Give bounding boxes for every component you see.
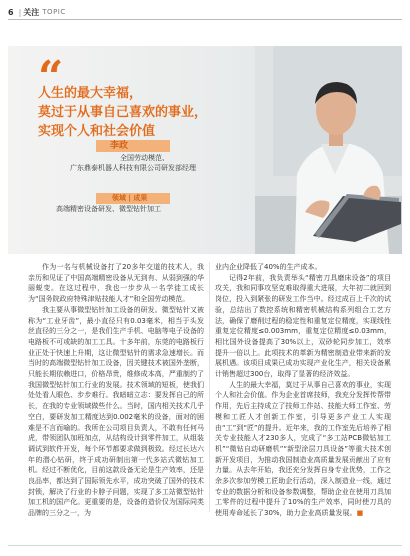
page-number: 6 xyxy=(8,7,14,17)
field-label: 领域 | 成果 xyxy=(112,194,148,202)
headline-line-2: 莫过于从事自己喜欢的事业， xyxy=(38,105,208,120)
section-title-en: TOPIC xyxy=(42,8,66,16)
paragraph: 业内企业降低了40%的生产成本。 xyxy=(215,263,322,271)
paragraph: 作为一名与机械设备打了20多年交道的技术人，我亲历和见证了中国高端精密设备从无到有、从弱到强的华丽蜕变。在这过程中，我也一步步从一名学徒工成长为“国务院政府特殊津贴技能人才”和全国劳动模范。 xyxy=(28,263,204,304)
end-mark: ■ xyxy=(356,509,364,518)
paragraph: 我主要从事微型钻针加工设备的研发。微型钻针又被称为“工业牙齿”，最小直径只有0.03毫米，相当于头发丝直径的三分之一，是我们生产手机、电脑等电子设备的电路板不可或缺的加工工具。十多年前，东莞的电路板行业正处于快速上升期，这让微型钻针的需求急速增长。而当时的高端微型钻针加工设备，因关键技术被国外垄断，只能长期依赖进口，价格昂贵，维修成本高，严重制约了我国微型钻针加工行业的发展。技术领域的短板，使我们处处看人眼色、步步难行。我暗暗立志：要发挥自己的所长，在我的专业领域做些什么。当时，国内相关技术几乎空白，要研发加工精度达到0.002毫米的设备，面对的困难是不言而喻的。我所在公司项目负责人，不敢有任何马虎，带领团队加班加点，从结构设计到零件加工，从组装调试到软件开发，每个环节都要求做到极致。经过长达六年的潜心钻研，终于成功研制出第一代多站式微钻加工机。经过不断优化，目前这款设备无论是生产效率，还是良品率，都达到了国际领先水平，成功突破了国外的技术封锁，解决了行业的卡脖子问题，实现了多工站微型钻针加工机的国产化。更重要的是，设备的造价仅为国际同类品牌的三分之一，为 xyxy=(28,305,204,518)
footer-rule xyxy=(8,545,402,546)
paragraph: 记得2年前，我负责举头“精密刀具磨床设备”的项目攻关，我和同事攻坚克难取得重大进展，大年初二就回到岗位，投入到紧张的研发工作当中。经过成百上千次的试验，总结出了数控系统和精密机械结构系列组合工艺方法，确保了磨削过程的稳定性和重复定位精度，实现线性重复定位精度≤0.003mm，重复定位精度≤0.03mm，相比国外设备提高了30%以上，双砂轮同步加工，效率提升一倍以上。此项技术的革新为精密制造业带来新的发展机遇。该项目成果已成功实现产业化生产，相关设备累计销售超过300台，取得了显著的经济效益。 xyxy=(215,273,391,379)
article-column-right xyxy=(215,262,391,519)
field-text: 高端精密设备研发、微型钻针加工 xyxy=(56,205,161,213)
name-highlight xyxy=(96,140,170,152)
section-title: 关注 xyxy=(23,7,40,17)
paragraph xyxy=(215,380,391,519)
page-header xyxy=(8,6,66,18)
article-column-left xyxy=(28,262,204,519)
header-rule xyxy=(8,19,402,20)
header-divider: | xyxy=(18,7,22,17)
paragraph-text: 人生的最大幸福，莫过于从事自己喜欢的事业，实现个人和社会价值。作为企业首席技师，我充分发挥传帮带作用，先后主持成立了技师工作站、技能大师工作室、劳模和工匠人才创新工作室，引导更多产业工人实现由“工”到“匠”的提升。近年来，我的工作室先后培养了相关专业技能人才230多人，完成了“多工站PCB微钻加工机”“微钻自动研磨机”“新型涂层刀具设备”等重大技术创新开发项目，为推动我国制造业高质量发展贡献出了应有力量。从去年开始，我还充分发挥自身专业优势，工作之余多次参加劳模工匠助企行活动，深入制造业一线，通过专业的数据分析和设备参数调整，帮助企业在使用刀具加工零件的过程中提升了10%的生产效率，同时使刀具的使用寿命延长了30%，助力企业高质量发展。 xyxy=(215,380,391,518)
headline-line-3: 实现个人和社会价值 xyxy=(38,124,156,139)
headline xyxy=(38,84,252,141)
person-name: 李政 xyxy=(110,141,129,151)
person-title-1: 全国劳动模范、 xyxy=(120,154,169,162)
headline-line-1: 人生的最大幸福， xyxy=(38,86,143,101)
quote-mark: “ xyxy=(38,52,64,103)
person-title-2: 广东鼎泰机器人科技有限公司研发部经理 xyxy=(70,164,196,172)
portrait-photo xyxy=(255,46,402,254)
column-divider xyxy=(209,262,210,512)
